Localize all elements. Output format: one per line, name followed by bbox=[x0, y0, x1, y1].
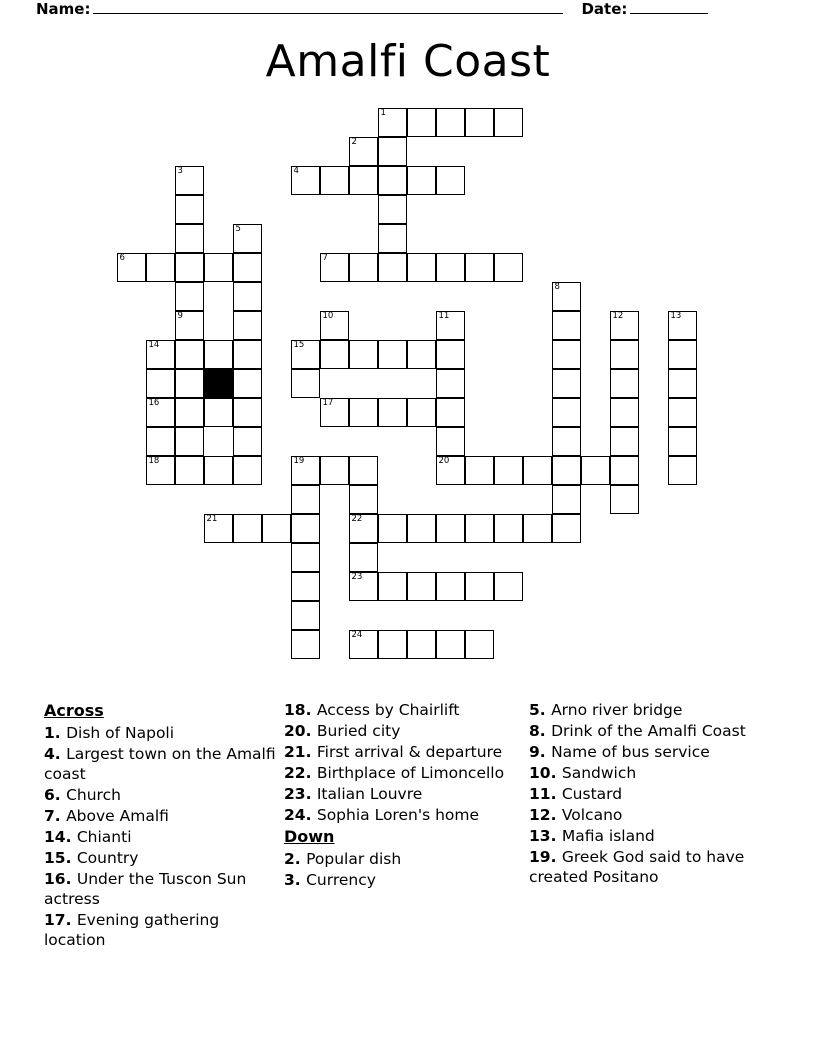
grid-cell[interactable] bbox=[291, 456, 320, 485]
grid-cell[interactable] bbox=[175, 253, 204, 282]
grid-cell[interactable] bbox=[436, 369, 465, 398]
grid-cell[interactable] bbox=[668, 340, 697, 369]
down-clue-list-part1 bbox=[284, 849, 526, 890]
clue-number: 20. bbox=[284, 722, 317, 740]
clue-number: 14. bbox=[44, 828, 77, 846]
grid-cell[interactable] bbox=[436, 456, 465, 485]
clue-number: 21. bbox=[284, 743, 317, 761]
grid-cell[interactable] bbox=[494, 108, 523, 137]
grid-cell[interactable] bbox=[378, 253, 407, 282]
grid-cell-blocked bbox=[204, 369, 233, 398]
grid-cell[interactable] bbox=[233, 253, 262, 282]
grid-cell[interactable] bbox=[204, 398, 233, 427]
grid-cell[interactable] bbox=[349, 253, 378, 282]
clue-item bbox=[44, 869, 279, 909]
clue-item bbox=[284, 784, 526, 804]
clue-text: Buried city bbox=[316, 722, 401, 740]
clue-number: 22. bbox=[284, 764, 317, 782]
grid-cell[interactable] bbox=[175, 456, 204, 485]
grid-cell[interactable] bbox=[175, 398, 204, 427]
down-clue-list-part2 bbox=[529, 700, 774, 887]
clue-item bbox=[529, 763, 774, 783]
grid-cell[interactable] bbox=[407, 514, 436, 543]
clue-number: 5. bbox=[529, 701, 552, 719]
clue-number: 19. bbox=[529, 848, 562, 866]
grid-cell-number: 12 bbox=[612, 311, 624, 321]
grid-cell-number: 6 bbox=[119, 253, 125, 263]
grid-cell[interactable] bbox=[610, 340, 639, 369]
name-field-group bbox=[36, 0, 563, 18]
grid-cell[interactable] bbox=[610, 311, 639, 340]
grid-cell[interactable] bbox=[407, 398, 436, 427]
grid-cell[interactable] bbox=[233, 456, 262, 485]
grid-cell[interactable] bbox=[146, 340, 175, 369]
grid-cell-number: 5 bbox=[235, 224, 241, 234]
grid-cell[interactable] bbox=[349, 630, 378, 659]
grid-cell[interactable] bbox=[349, 340, 378, 369]
grid-cell[interactable] bbox=[378, 398, 407, 427]
grid-cell[interactable] bbox=[175, 340, 204, 369]
grid-cell[interactable] bbox=[320, 340, 349, 369]
grid-cell-number: 3 bbox=[177, 166, 183, 176]
clue-text: Volcano bbox=[561, 806, 623, 824]
grid-cell[interactable] bbox=[407, 340, 436, 369]
grid-cell[interactable] bbox=[494, 456, 523, 485]
grid-cell[interactable] bbox=[581, 456, 610, 485]
date-field-group bbox=[581, 0, 708, 18]
grid-cell[interactable] bbox=[349, 137, 378, 166]
grid-cell[interactable] bbox=[436, 166, 465, 195]
grid-cell[interactable] bbox=[552, 282, 581, 311]
grid-cell[interactable] bbox=[378, 195, 407, 224]
clue-item bbox=[44, 806, 279, 826]
across-clue-list-part2 bbox=[284, 700, 526, 825]
grid-cell[interactable] bbox=[436, 108, 465, 137]
grid-cell[interactable] bbox=[320, 456, 349, 485]
grid-cell[interactable] bbox=[320, 398, 349, 427]
clue-number: 3. bbox=[284, 871, 307, 889]
clue-item bbox=[529, 847, 774, 887]
clue-text: Sandwich bbox=[561, 764, 637, 782]
grid-cell-number: 13 bbox=[670, 311, 682, 321]
crossword-grid[interactable] bbox=[0, 108, 816, 698]
grid-cell-number: 15 bbox=[293, 340, 305, 350]
clue-text: Mafia island bbox=[561, 827, 655, 845]
clue-item bbox=[284, 763, 526, 783]
grid-cell-number: 18 bbox=[148, 456, 160, 466]
grid-cell[interactable] bbox=[465, 456, 494, 485]
grid-cell-number: 9 bbox=[177, 311, 183, 321]
grid-cell[interactable] bbox=[320, 311, 349, 340]
clue-text: Greek God said to have created Positano bbox=[529, 848, 745, 886]
grid-cell[interactable] bbox=[291, 340, 320, 369]
clue-number: 15. bbox=[44, 849, 77, 867]
grid-cell[interactable] bbox=[436, 398, 465, 427]
grid-cell[interactable] bbox=[668, 369, 697, 398]
grid-cell[interactable] bbox=[291, 543, 320, 572]
grid-cell[interactable] bbox=[552, 514, 581, 543]
clue-item bbox=[529, 784, 774, 804]
grid-cell-number: 8 bbox=[554, 282, 560, 292]
grid-cell[interactable] bbox=[407, 166, 436, 195]
grid-cell[interactable] bbox=[349, 514, 378, 543]
clue-number: 10. bbox=[529, 764, 562, 782]
grid-cell-number: 23 bbox=[351, 572, 363, 582]
clues-column-2 bbox=[284, 700, 526, 891]
grid-cell[interactable] bbox=[320, 253, 349, 282]
grid-cell[interactable] bbox=[465, 630, 494, 659]
clue-number: 8. bbox=[529, 722, 552, 740]
name-input-line[interactable] bbox=[93, 0, 563, 14]
clues-column-1 bbox=[44, 700, 279, 951]
clue-item bbox=[529, 742, 774, 762]
grid-cell[interactable] bbox=[378, 572, 407, 601]
clues-section bbox=[44, 700, 774, 980]
clues-column-3 bbox=[529, 700, 774, 888]
grid-cell[interactable] bbox=[552, 427, 581, 456]
grid-cell[interactable] bbox=[552, 340, 581, 369]
grid-cell[interactable] bbox=[262, 514, 291, 543]
grid-cell[interactable] bbox=[436, 311, 465, 340]
grid-cell[interactable] bbox=[436, 340, 465, 369]
clue-number: 9. bbox=[529, 743, 552, 761]
clue-number: 24. bbox=[284, 806, 317, 824]
grid-cell[interactable] bbox=[610, 485, 639, 514]
grid-cell[interactable] bbox=[465, 572, 494, 601]
clue-number: 2. bbox=[284, 850, 307, 868]
clue-item bbox=[284, 721, 526, 741]
clue-number: 16. bbox=[44, 870, 77, 888]
clue-number: 13. bbox=[529, 827, 562, 845]
grid-cell[interactable] bbox=[378, 137, 407, 166]
worksheet-header bbox=[36, 0, 780, 28]
grid-cell[interactable] bbox=[233, 427, 262, 456]
grid-cell-number: 19 bbox=[293, 456, 305, 466]
down-heading: Down bbox=[284, 827, 335, 846]
clue-item bbox=[529, 700, 774, 720]
grid-cell[interactable] bbox=[436, 427, 465, 456]
grid-cell-number: 16 bbox=[148, 398, 160, 408]
grid-cell-number: 14 bbox=[148, 340, 160, 350]
grid-cell[interactable] bbox=[494, 514, 523, 543]
date-input-line[interactable] bbox=[630, 0, 708, 14]
grid-cell[interactable] bbox=[146, 253, 175, 282]
grid-cell[interactable] bbox=[668, 456, 697, 485]
grid-cell[interactable] bbox=[378, 340, 407, 369]
grid-cell[interactable] bbox=[291, 630, 320, 659]
grid-cell[interactable] bbox=[233, 282, 262, 311]
grid-cell[interactable] bbox=[146, 427, 175, 456]
grid-cell[interactable] bbox=[378, 108, 407, 137]
clue-text: Italian Louvre bbox=[316, 785, 423, 803]
clue-text: Sophia Loren's home bbox=[316, 806, 480, 824]
clue-text: Chianti bbox=[76, 828, 132, 846]
clue-text: Name of bus service bbox=[551, 743, 710, 761]
grid-cell[interactable] bbox=[465, 514, 494, 543]
grid-cell[interactable] bbox=[465, 108, 494, 137]
grid-cell[interactable] bbox=[291, 485, 320, 514]
grid-cell[interactable] bbox=[175, 369, 204, 398]
grid-cell[interactable] bbox=[436, 630, 465, 659]
grid-cell[interactable] bbox=[349, 456, 378, 485]
grid-cell[interactable] bbox=[204, 456, 233, 485]
grid-cell[interactable] bbox=[233, 224, 262, 253]
grid-cell[interactable] bbox=[610, 427, 639, 456]
grid-cell-number: 11 bbox=[438, 311, 450, 321]
name-label: Name: bbox=[36, 0, 91, 18]
grid-cell-number: 2 bbox=[351, 137, 357, 147]
clue-item bbox=[529, 721, 774, 741]
grid-cell-number: 17 bbox=[322, 398, 334, 408]
grid-cell-number: 4 bbox=[293, 166, 299, 176]
grid-cell-number: 21 bbox=[206, 514, 218, 524]
grid-cell[interactable] bbox=[494, 572, 523, 601]
clue-number: 23. bbox=[284, 785, 317, 803]
grid-cell[interactable] bbox=[146, 369, 175, 398]
clue-text: Above Amalfi bbox=[66, 807, 169, 825]
grid-cell[interactable] bbox=[349, 485, 378, 514]
grid-cell[interactable] bbox=[465, 253, 494, 282]
grid-cell[interactable] bbox=[291, 572, 320, 601]
clue-number: 18. bbox=[284, 701, 317, 719]
grid-cell[interactable] bbox=[407, 108, 436, 137]
clue-number: 1. bbox=[44, 724, 67, 742]
grid-cell[interactable] bbox=[349, 572, 378, 601]
page-title: Amalfi Coast bbox=[265, 36, 551, 87]
clue-text: Evening gathering location bbox=[44, 911, 220, 949]
clue-item bbox=[284, 742, 526, 762]
grid-cell[interactable] bbox=[146, 456, 175, 485]
clue-number: 7. bbox=[44, 807, 67, 825]
clue-text: Access by Chairlift bbox=[316, 701, 460, 719]
grid-cell[interactable] bbox=[407, 253, 436, 282]
grid-cell[interactable] bbox=[552, 398, 581, 427]
grid-cell[interactable] bbox=[233, 369, 262, 398]
clue-text: Birthplace of Limoncello bbox=[316, 764, 505, 782]
clue-item bbox=[529, 826, 774, 846]
clue-item bbox=[284, 849, 526, 869]
grid-cell[interactable] bbox=[175, 282, 204, 311]
across-heading: Across bbox=[44, 701, 104, 720]
grid-cell[interactable] bbox=[117, 253, 146, 282]
grid-cell[interactable] bbox=[233, 311, 262, 340]
clue-text: Currency bbox=[306, 871, 376, 889]
grid-cell[interactable] bbox=[204, 514, 233, 543]
grid-cell[interactable] bbox=[233, 398, 262, 427]
grid-cell-number: 7 bbox=[322, 253, 328, 263]
clue-item bbox=[284, 805, 526, 825]
grid-cell[interactable] bbox=[407, 630, 436, 659]
across-clue-list-part1 bbox=[44, 723, 279, 950]
clue-item bbox=[284, 870, 526, 890]
grid-cell[interactable] bbox=[378, 514, 407, 543]
grid-cell[interactable] bbox=[668, 427, 697, 456]
grid-cell[interactable] bbox=[378, 166, 407, 195]
grid-cell[interactable] bbox=[552, 485, 581, 514]
clue-item bbox=[44, 785, 279, 805]
grid-cell[interactable] bbox=[494, 253, 523, 282]
clue-number: 12. bbox=[529, 806, 562, 824]
clue-number: 6. bbox=[44, 786, 67, 804]
grid-cell[interactable] bbox=[204, 253, 233, 282]
clue-text: First arrival & departure bbox=[316, 743, 503, 761]
grid-cell[interactable] bbox=[668, 398, 697, 427]
clue-number: 11. bbox=[529, 785, 562, 803]
grid-cell[interactable] bbox=[175, 427, 204, 456]
clue-item bbox=[529, 805, 774, 825]
grid-cell[interactable] bbox=[204, 340, 233, 369]
grid-cell[interactable] bbox=[233, 514, 262, 543]
clue-number: 4. bbox=[44, 745, 67, 763]
grid-cell[interactable] bbox=[552, 311, 581, 340]
clue-number: 17. bbox=[44, 911, 77, 929]
clue-text: Drink of the Amalfi Coast bbox=[551, 722, 746, 740]
grid-cell[interactable] bbox=[552, 456, 581, 485]
clue-text: Under the Tuscon Sun actress bbox=[44, 870, 247, 908]
clue-text: Arno river bridge bbox=[551, 701, 683, 719]
clue-text: Dish of Napoli bbox=[66, 724, 175, 742]
grid-cell[interactable] bbox=[175, 311, 204, 340]
grid-cell-number: 22 bbox=[351, 514, 363, 524]
clue-text: Country bbox=[76, 849, 139, 867]
grid-cell[interactable] bbox=[146, 398, 175, 427]
clue-item bbox=[44, 848, 279, 868]
grid-cell-number: 1 bbox=[380, 108, 386, 118]
grid-cell[interactable] bbox=[320, 166, 349, 195]
grid-cell[interactable] bbox=[436, 253, 465, 282]
clue-text: Popular dish bbox=[306, 850, 402, 868]
clue-item bbox=[44, 827, 279, 847]
grid-cell[interactable] bbox=[175, 195, 204, 224]
grid-cell[interactable] bbox=[291, 514, 320, 543]
grid-cell-number: 24 bbox=[351, 630, 363, 640]
clue-item bbox=[44, 910, 279, 950]
grid-cell[interactable] bbox=[291, 369, 320, 398]
grid-cell[interactable] bbox=[233, 340, 262, 369]
grid-cell[interactable] bbox=[349, 166, 378, 195]
grid-cell-number: 20 bbox=[438, 456, 450, 466]
grid-cell[interactable] bbox=[610, 456, 639, 485]
grid-cell[interactable] bbox=[378, 224, 407, 253]
clue-text: Custard bbox=[561, 785, 623, 803]
grid-cell[interactable] bbox=[407, 572, 436, 601]
grid-cell[interactable] bbox=[436, 572, 465, 601]
grid-cell[interactable] bbox=[610, 398, 639, 427]
grid-cell[interactable] bbox=[523, 514, 552, 543]
grid-cell-number: 10 bbox=[322, 311, 334, 321]
date-label: Date: bbox=[581, 0, 628, 18]
grid-cell[interactable] bbox=[610, 369, 639, 398]
clue-item bbox=[284, 700, 526, 720]
grid-cell[interactable] bbox=[175, 166, 204, 195]
grid-cell[interactable] bbox=[349, 543, 378, 572]
grid-cell[interactable] bbox=[175, 224, 204, 253]
grid-cell[interactable] bbox=[523, 456, 552, 485]
clue-text: Largest town on the Amalfi coast bbox=[44, 745, 276, 783]
grid-cell[interactable] bbox=[349, 398, 378, 427]
clue-item bbox=[44, 723, 279, 743]
grid-cell[interactable] bbox=[291, 166, 320, 195]
grid-cell[interactable] bbox=[668, 311, 697, 340]
grid-cell[interactable] bbox=[378, 630, 407, 659]
clue-text: Church bbox=[66, 786, 121, 804]
clue-item bbox=[44, 744, 279, 784]
grid-cell[interactable] bbox=[552, 369, 581, 398]
grid-cell[interactable] bbox=[436, 514, 465, 543]
grid-cell[interactable] bbox=[291, 601, 320, 630]
